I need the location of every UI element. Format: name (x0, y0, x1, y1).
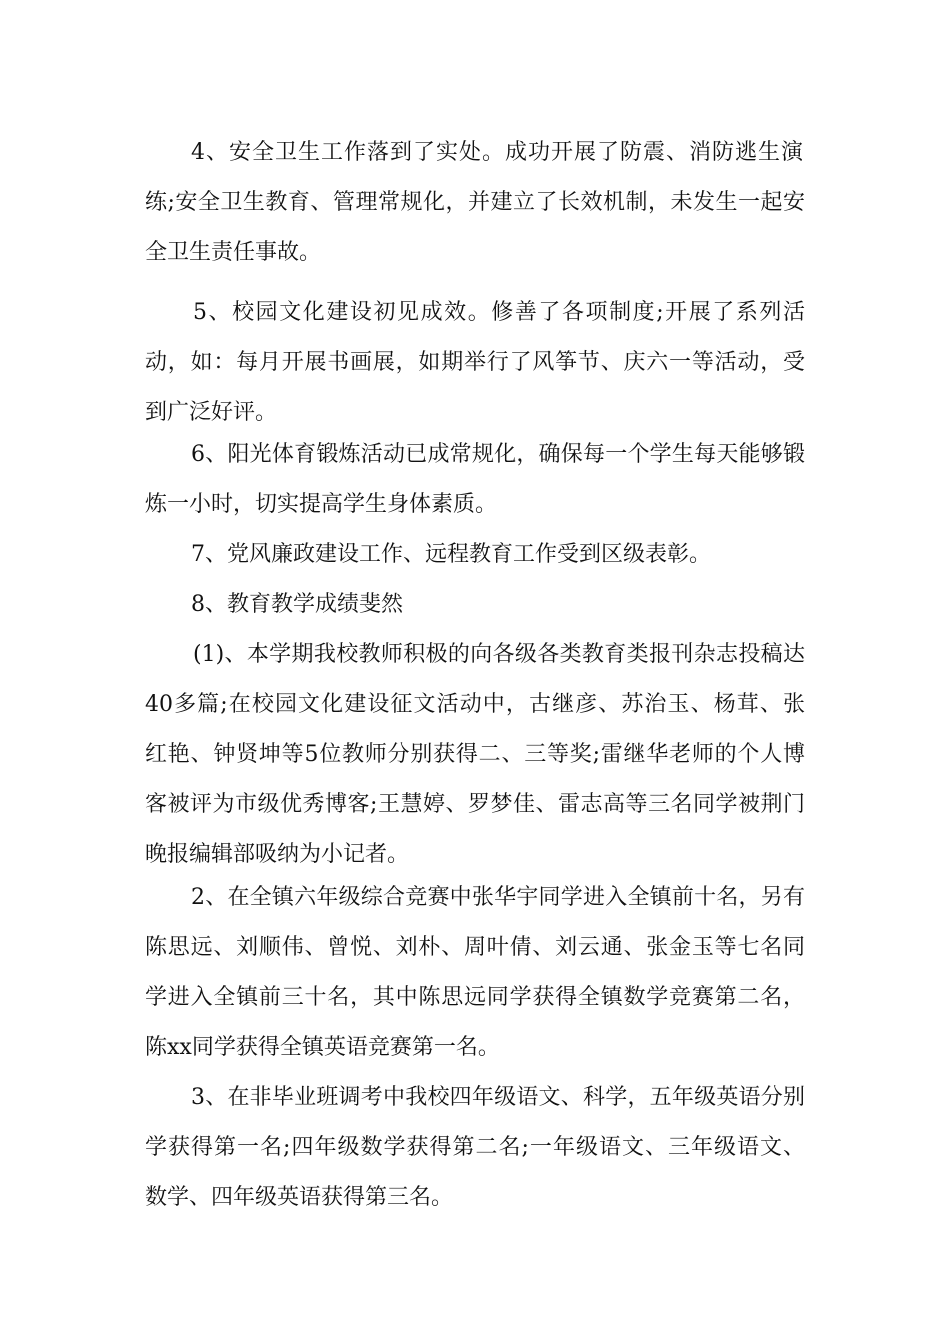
paragraph-8-3-line-3: 数学、四年级英语获得第三名。 (145, 1185, 454, 1210)
paragraph-8-2-line-2: 陈思远、刘顺伟、曾悦、刘朴、周叶倩、刘云通、张金玉等七名同 (145, 935, 805, 960)
paragraph-5-line-3: 到广泛好评。 (145, 400, 278, 425)
paragraph-8-1-line-2: 40多篇;在校园文化建设征文活动中，古继彦、苏治玉、杨茸、张 (145, 692, 805, 717)
paragraph-4-line-1: 4、安全卫生工作落到了实处。成功开展了防震、消防逃生演 (191, 140, 803, 165)
paragraph-8-heading: 8、教育教学成绩斐然 (191, 592, 403, 617)
paragraph-6-line-1: 6、阳光体育锻炼活动已成常规化，确保每一个学生每天能够锻 (191, 442, 805, 467)
paragraph-8-2-line-4: 陈xx同学获得全镇英语竞赛第一名。 (145, 1035, 500, 1060)
paragraph-8-3-line-2: 学获得第一名;四年级数学获得第二名;一年级语文、三年级语文、 (145, 1135, 805, 1160)
paragraph-8-2-line-1: 2、在全镇六年级综合竞赛中张华宇同学进入全镇前十名，另有 (191, 885, 805, 910)
paragraph-6-line-2: 炼一小时，切实提高学生身体素质。 (145, 492, 498, 517)
paragraph-8-1-line-3: 红艳、钟贤坤等5位教师分别获得二、三等奖;雷继华老师的个人博 (145, 742, 805, 767)
paragraph-4-line-3: 全卫生责任事故。 (145, 240, 322, 265)
paragraph-7-line-1: 7、党风廉政建设工作、远程教育工作受到区级表彰。 (191, 542, 711, 567)
paragraph-5-line-2: 动，如：每月开展书画展，如期举行了风筝节、庆六一等活动，受 (145, 350, 805, 375)
paragraph-8-1-line-1: (1)、本学期我校教师积极的向各级各类教育类报刊杂志投稿达 (193, 642, 805, 667)
paragraph-4-line-2: 练;安全卫生教育、管理常规化，并建立了长效机制，未发生一起安 (145, 190, 805, 215)
paragraph-8-1-line-5: 晚报编辑部吸纳为小记者。 (145, 842, 410, 867)
paragraph-8-3-line-1: 3、在非毕业班调考中我校四年级语文、科学，五年级英语分别 (191, 1085, 805, 1110)
paragraph-8-2-line-3: 学进入全镇前三十名，其中陈思远同学获得全镇数学竞赛第二名， (145, 985, 805, 1010)
paragraph-8-1-line-4: 客被评为市级优秀博客;王慧婷、罗梦佳、雷志高等三名同学被荆门 (145, 792, 805, 817)
paragraph-5-line-1: 5、校园文化建设初见成效。修善了各项制度;开展了系列活 (193, 300, 805, 325)
